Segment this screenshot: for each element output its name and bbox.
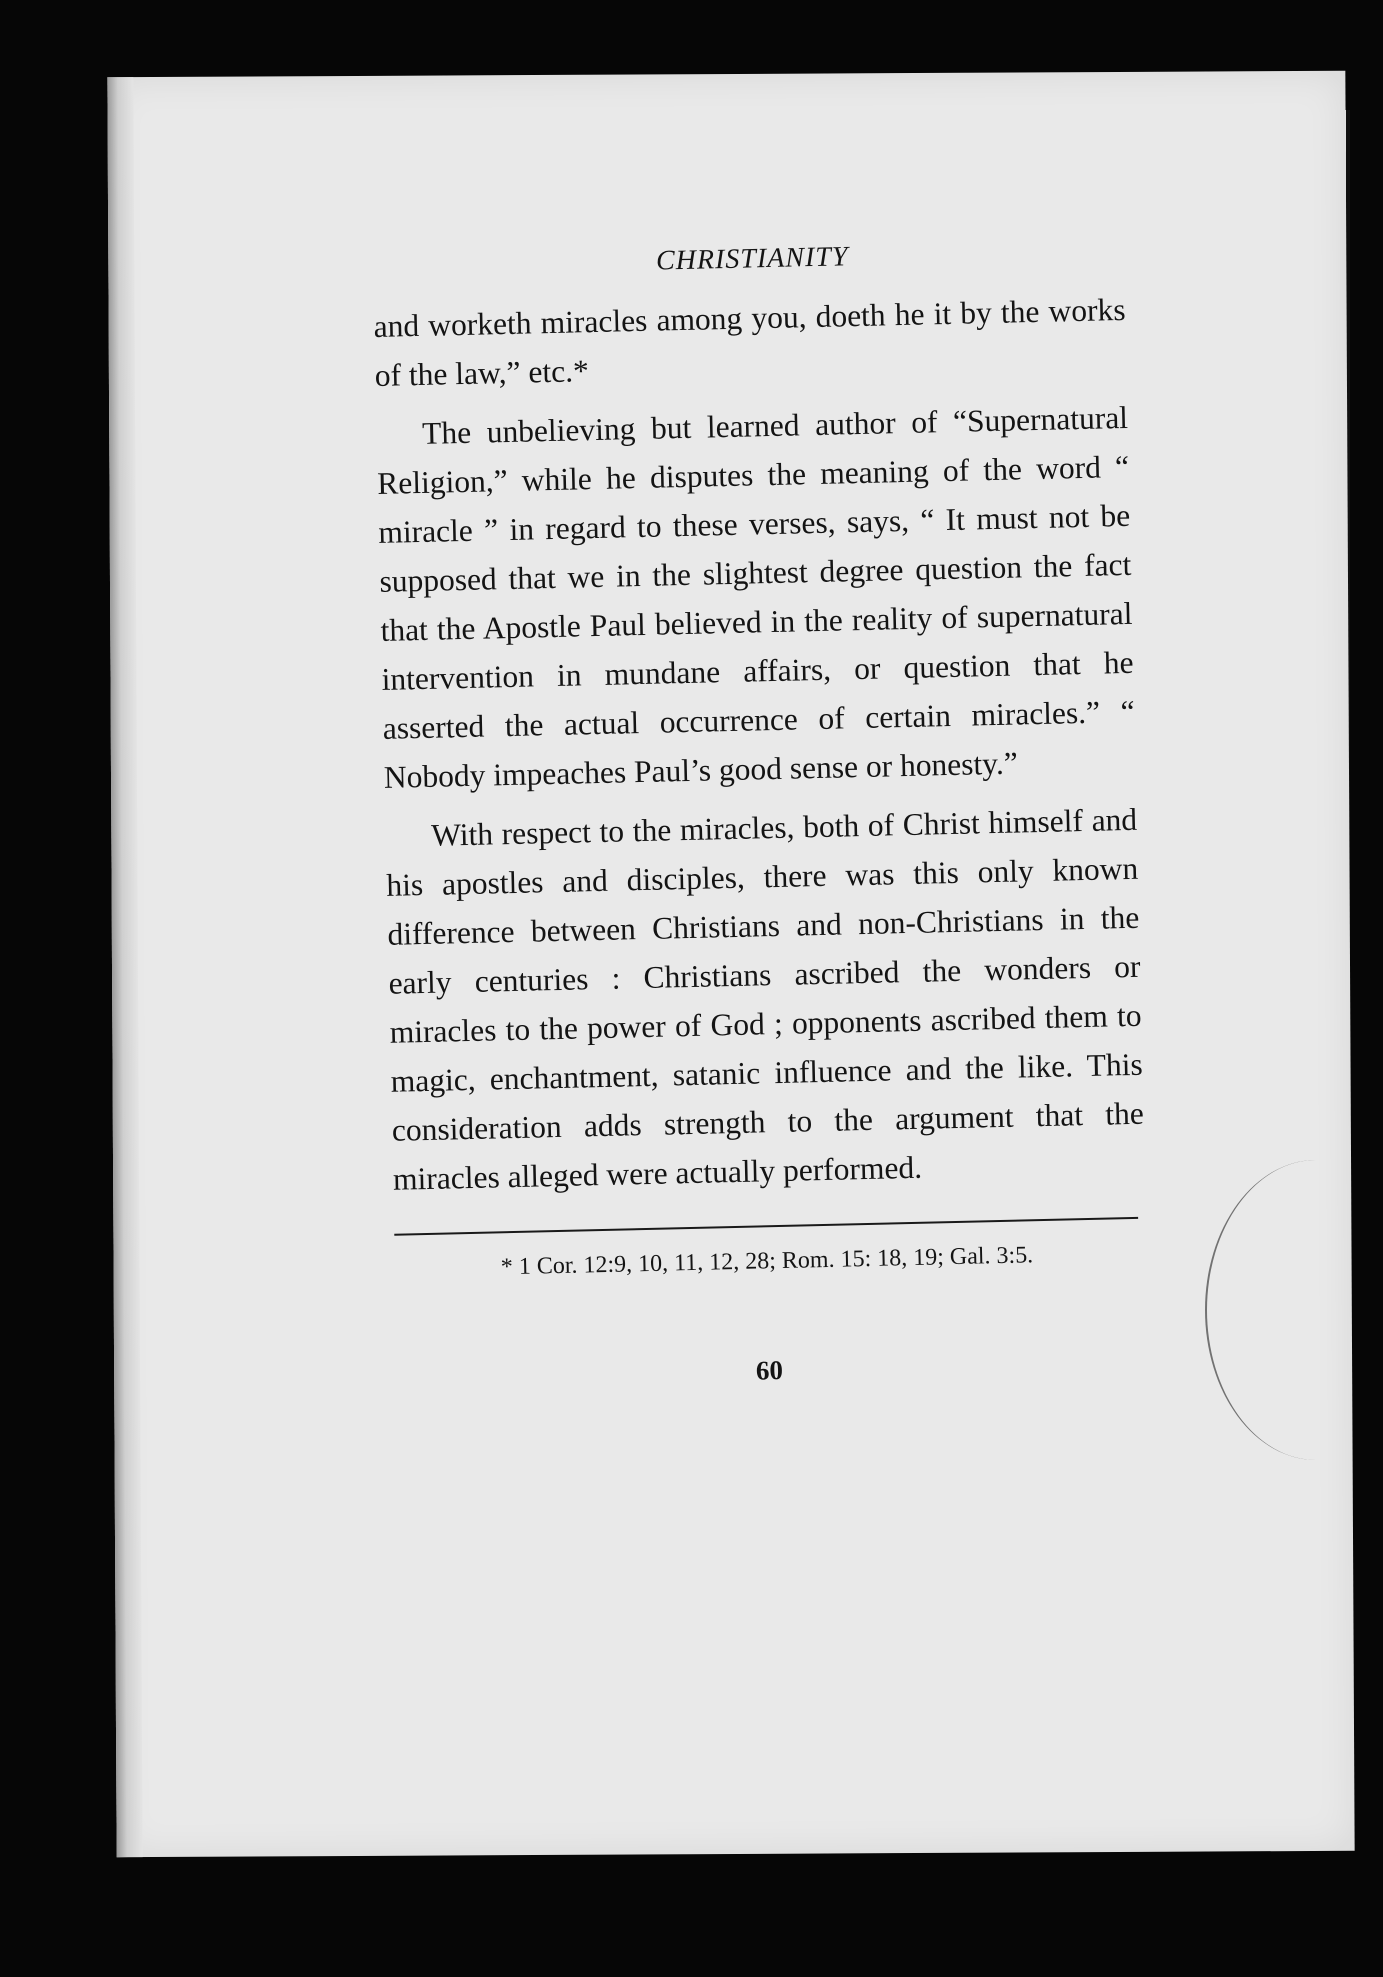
paragraph-2: The unbelieving but learned author of “Supernatural Religion,” while he disputes the meaning of the word “ miracle ” in regard to these verses, says, “ It must not be supposed that we in the slightest degree question the fact that the Apostle Paul believed in the reality of supernatural intervention in mundane affairs, or question that he asserted the actual occurrence of certain miracles.” “ Nobody impeaches Paul’s good sense or honesty.” [376, 399, 1136, 795]
paragraph-1: and worketh miracles among you, doeth he it by the works of the law,” etc.* [373, 291, 1126, 393]
running-head: CHRISTIANITY [655, 241, 849, 277]
footnote-rule [394, 1217, 1138, 1236]
page-number: 60 [755, 1354, 784, 1386]
page-content [372, 229, 1383, 1812]
body-text [373, 285, 1145, 1204]
footnote: * 1 Cor. 12:9, 10, 11, 12, 28; Rom. 15: 18, 19; Gal. 3:5. [500, 1242, 1034, 1281]
paragraph-3: With respect to the miracles, both of Christ himself and his apostles and disciples, there was this only known difference between Christians and non-Christians in the early centuries : Christians ascribed the wonders or miracles to the power of God ; opponents ascribed them to magic, enchantment, satanic influence and the like. This consideration adds strength to the argument that the miracles alleged were actually performed. [385, 801, 1145, 1197]
